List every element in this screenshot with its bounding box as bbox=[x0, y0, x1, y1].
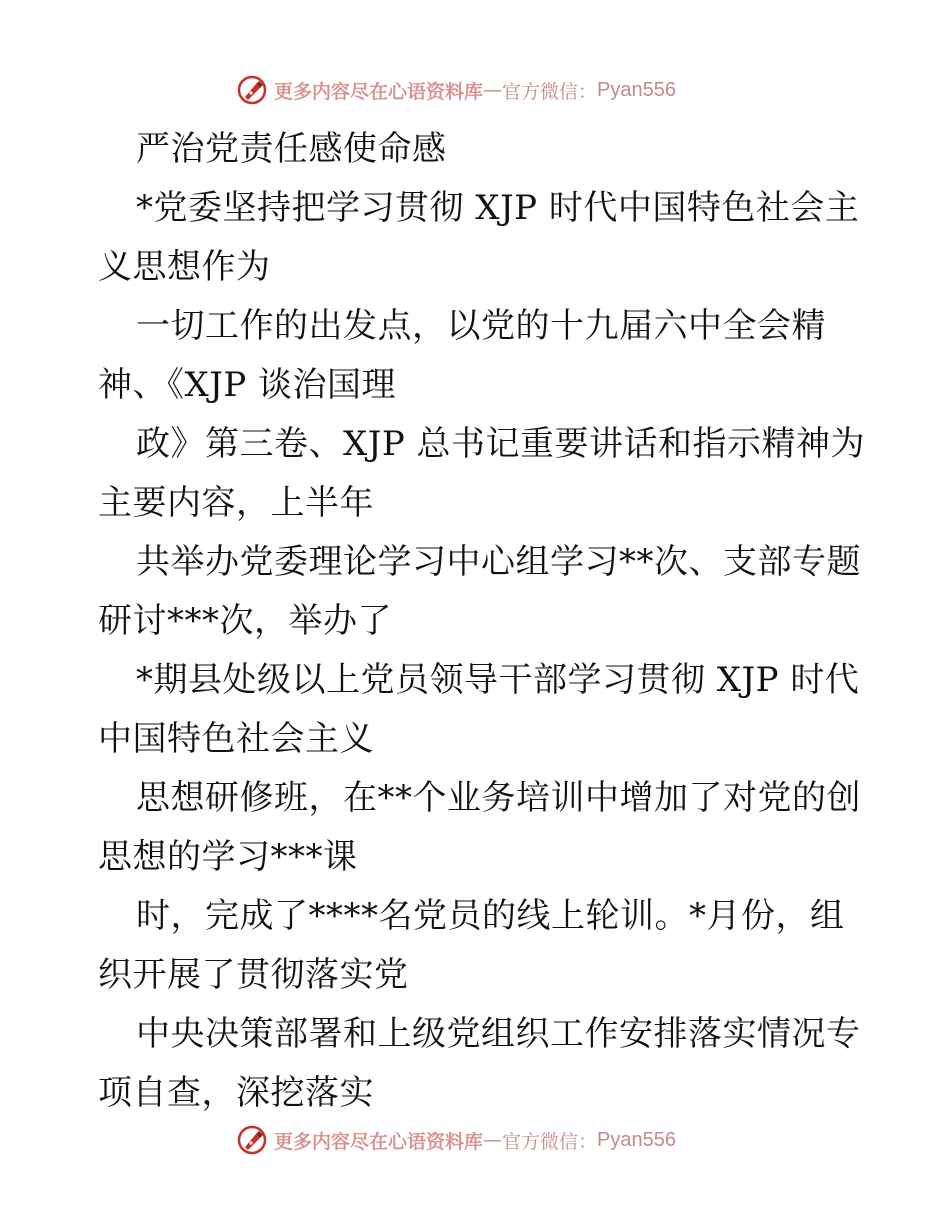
body-line: *党委坚持把学习贯彻 XJP 时代中国特色社会主 bbox=[136, 188, 860, 228]
body-line: 共举办党委理论学习中心组学习**次、支部专题 bbox=[136, 542, 861, 582]
body-line: 神、《XJP 谈治国理 bbox=[98, 365, 397, 405]
banner-wechat-id: Pyan556 bbox=[597, 78, 676, 101]
body-line: 主要内容，上半年 bbox=[98, 483, 374, 523]
body-line: 项自查，深挖落实 bbox=[98, 1073, 374, 1113]
body-line: 思想的学习***课 bbox=[98, 837, 358, 877]
body-line: 义思想作为 bbox=[98, 247, 271, 287]
banner-title: 更多内容尽在心语资料库 bbox=[274, 80, 484, 103]
body-line: 政》第三卷、XJP 总书记重要讲话和指示精神为 bbox=[136, 424, 866, 464]
body-line: 中央决策部署和上级党组织工作安排落实情况专 bbox=[136, 1014, 861, 1054]
pen-nib-logo-icon bbox=[236, 1124, 268, 1156]
banner-wechat-label: 官方微信： bbox=[502, 1130, 598, 1153]
footer-banner bbox=[236, 1122, 676, 1158]
banner-wechat-id: Pyan556 bbox=[597, 1128, 676, 1151]
body-line: 织开展了贯彻落实党 bbox=[98, 955, 409, 995]
body-line: 中国特色社会主义 bbox=[98, 719, 374, 759]
body-line: 严治党责任感使命感 bbox=[136, 129, 447, 169]
banner-title: 更多内容尽在心语资料库 bbox=[274, 1130, 484, 1153]
body-line: *期县处级以上党员领导干部学习贯彻 XJP 时代 bbox=[136, 660, 860, 700]
body-line: 思想研修班，在**个业务培训中增加了对党的创 bbox=[136, 778, 861, 818]
body-line: 研讨***次，举办了 bbox=[98, 601, 392, 641]
body-text bbox=[98, 120, 866, 1123]
pen-nib-logo-icon bbox=[236, 74, 268, 106]
header-banner bbox=[236, 72, 676, 108]
banner-wechat-label: 官方微信： bbox=[502, 80, 598, 103]
body-line: 时，完成了****名党员的线上轮训。*月份，组 bbox=[136, 896, 845, 936]
banner-dash: — bbox=[483, 1129, 503, 1151]
body-line: 一切工作的出发点，以党的十九届六中全会精 bbox=[136, 306, 826, 346]
banner-dash: — bbox=[483, 79, 503, 101]
